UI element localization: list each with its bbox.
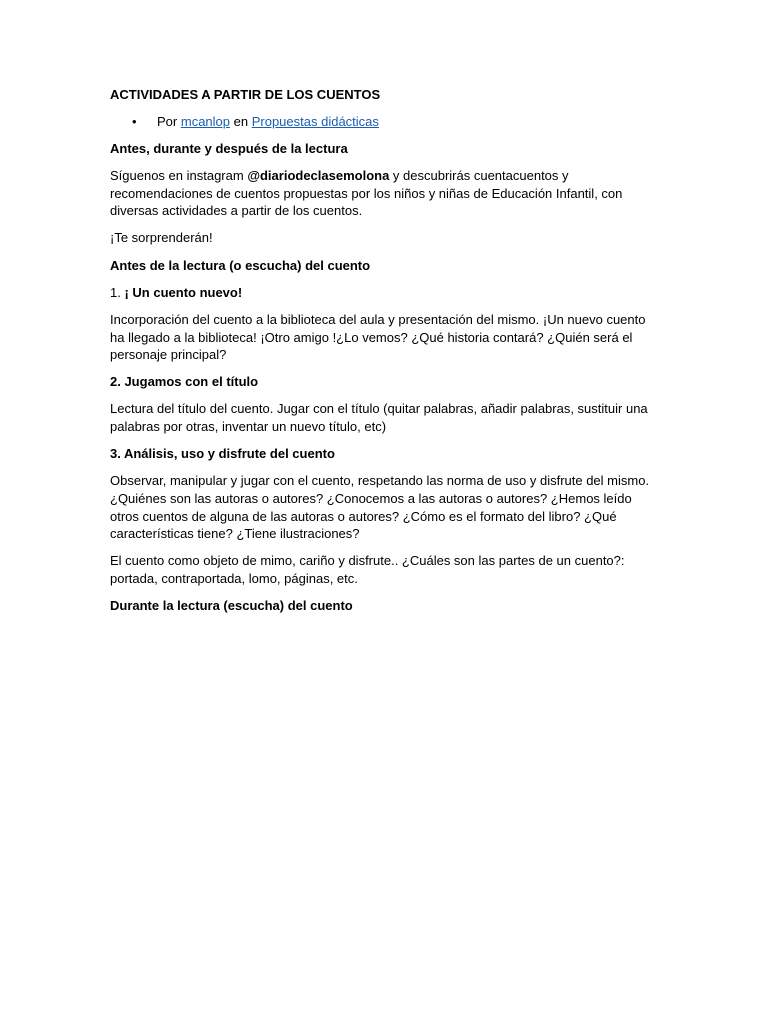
item-2-heading: 2. Jugamos con el título [110, 374, 259, 390]
item-3-paragraph-2: El cuento como objeto de mimo, cariño y disfrute.. ¿Cuáles son las partes de un cuento?: portada, contraportada, lomo, páginas, etc. [110, 553, 625, 586]
intro-text-start: Síguenos en instagram [110, 167, 248, 183]
item-3-paragraph-1: Observar, manipular y jugar con el cuento, respetando las norma de uso y disfrute del mismo. ¿Quiénes son las autoras o autores? ¿Conocemos a las autoras o autores? ¿Hemos leído otros cuentos de alguna de las autoras o autores? ¿Cómo es el formato del libro? ¿Qué características tiene? ¿Tiene ilustraciones? [110, 473, 650, 542]
category-link[interactable]: Propuestas didácticas [251, 113, 379, 129]
byline [110, 113, 658, 131]
section-heading-durante-lectura: Durante la lectura (escucha) del cuento [110, 598, 353, 614]
surprise-paragraph: ¡Te sorprenderán! [110, 230, 213, 246]
instagram-handle: @diariodeclasemolona [247, 167, 390, 183]
document-title: ACTIVIDADES A PARTIR DE LOS CUENTOS [110, 87, 381, 102]
item-3-heading: 3. Análisis, uso y disfrute del cuento [110, 446, 335, 462]
byline-connector: en [233, 113, 249, 129]
byline-prefix: Por [157, 113, 178, 129]
bullet-icon: • [132, 113, 137, 129]
item-1-heading [110, 284, 658, 302]
item-2-paragraph: Lectura del título del cuento. Jugar con el título (quitar palabras, añadir palabras, sustituir una palabras por otras, inventar un nuevo título, etc) [110, 401, 648, 435]
section-heading-antes-lectura: Antes de la lectura (o escucha) del cuento [110, 257, 371, 273]
author-link[interactable]: mcanlop [180, 113, 230, 129]
item-1-number: 1. [110, 284, 125, 300]
section-heading-antes-durante-despues: Antes, durante y después de la lectura [110, 140, 348, 156]
intro-text-end: y descubrirás cuentacuentos y recomendaciones de cuentos propuestas por los niños y niñas de Educación Infantil, con diversas actividades a partir de los cuentos. [110, 167, 623, 219]
intro-paragraph [110, 167, 658, 220]
item-1-paragraph: Incorporación del cuento a la biblioteca del aula y presentación del mismo. ¡Un nuevo cuento ha llegado a la biblioteca! ¡Otro amigo !¿Lo vemos? ¿Qué historia contará? ¿Quién será el personaje principal? [110, 311, 646, 363]
item-1-title: ¡ Un cuento nuevo! [124, 284, 243, 300]
